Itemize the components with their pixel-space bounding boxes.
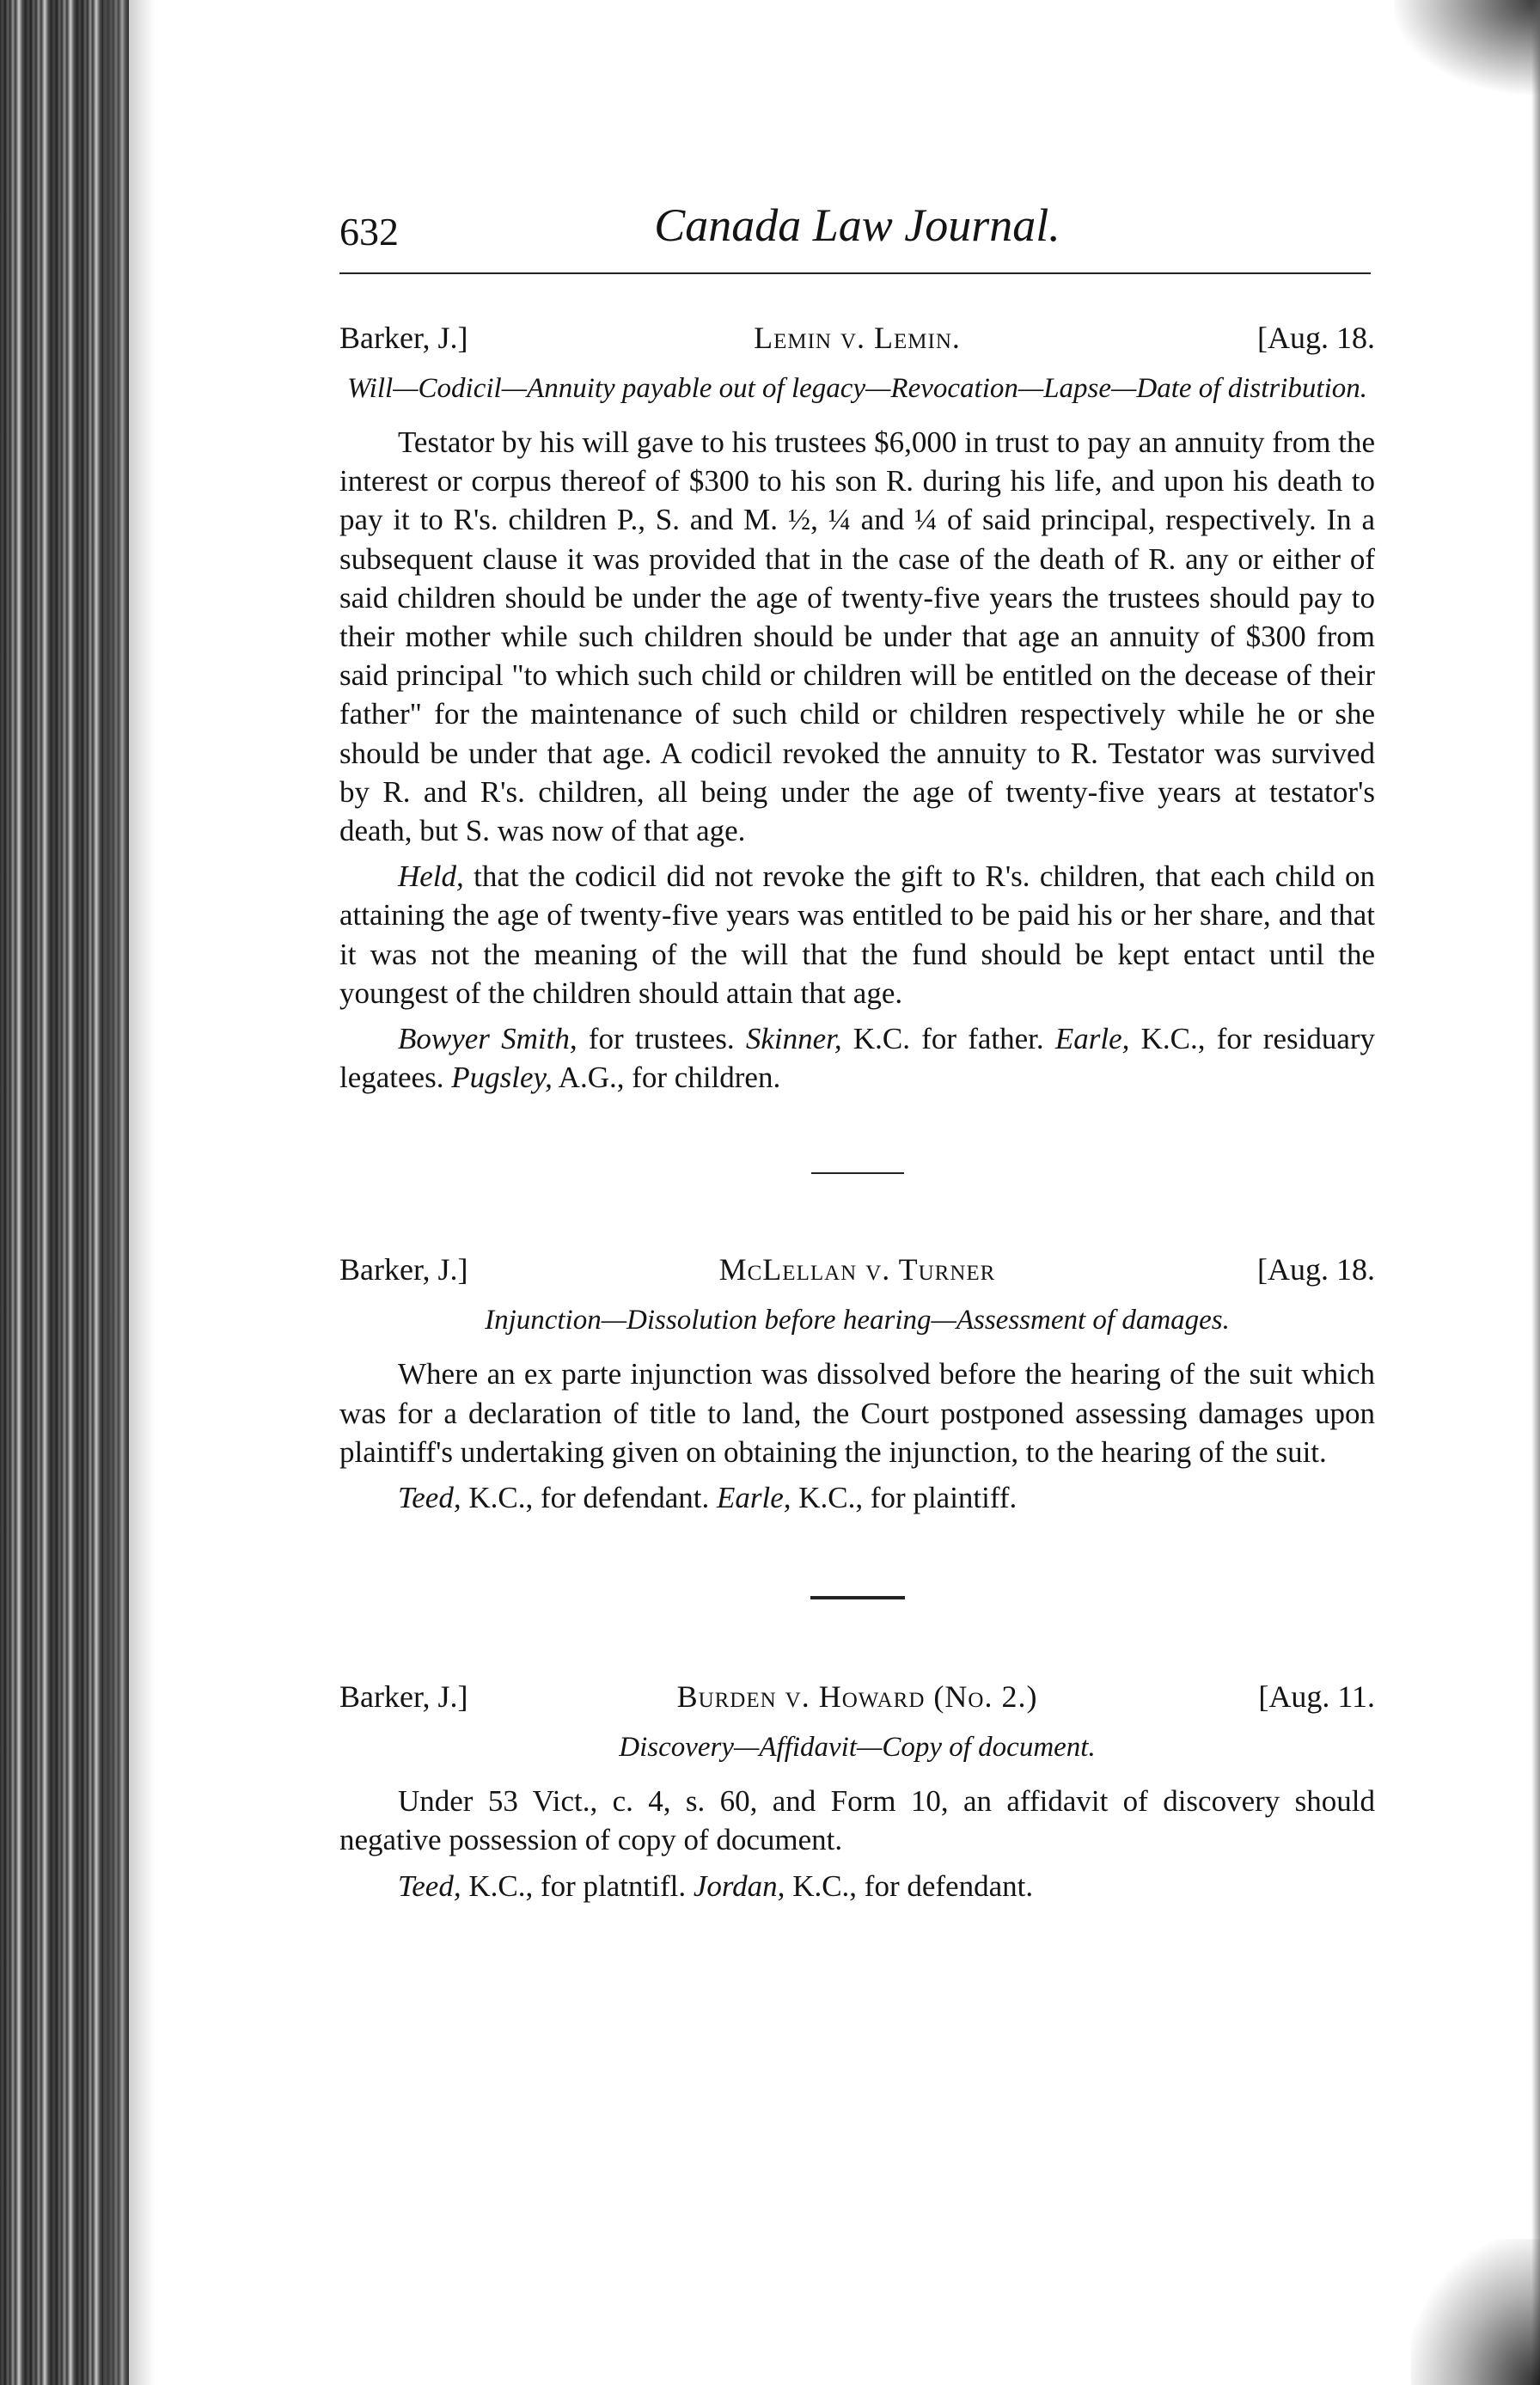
counsel-name: Skinner, <box>745 1022 842 1056</box>
case-mclellan-v-turner <box>339 1251 1375 1517</box>
counsel-role: K.C. for father. <box>852 1022 1044 1056</box>
header-rule <box>339 272 1371 274</box>
case-counsel <box>339 1019 1375 1097</box>
case-catchwords: Discovery—Affidavit—Copy of document. <box>619 1732 1096 1764</box>
journal-page <box>339 193 1375 1912</box>
scan-corner-shadow-top-right <box>1394 0 1540 95</box>
case-judge: Barker, J.] <box>339 1679 468 1715</box>
scan-binding-shadow <box>103 0 155 2385</box>
counsel-name: Pugsley, <box>451 1061 553 1095</box>
counsel-role: K.C., for platntifl. <box>468 1868 687 1903</box>
counsel-role: K.C., for defendant. <box>468 1481 710 1515</box>
case-date: [Aug. 18. <box>1257 321 1375 355</box>
case-title: McLellan v. Turner <box>718 1252 996 1287</box>
case-facts: Where an ex parte injunction was dissolved before the hearing of the suit which was for a declaration of title to land, the Court postponed assessing damages upon plaintiff's undertaking given on obtaining the injunction, to the hearing of the suit. <box>339 1357 1375 1469</box>
case-facts: Testator by his will gave to his trustees $6,000 in trust to pay an annuity from the interest or corpus thereof of $300 to his son R. during his life, and upon his death to pay it to R's. children P., S. and M. ½, ¼ and ¼ of said principal, respectively. In a subsequent clause it was provided that in the case of the death of R. any or either of said children should be under the age of twenty-five years the trustees should pay to their mother while such children should be under that age an annuity of $300 from said principal "to which such child or children will be entitled on the decease of their father" for the maintenance of such child or children respectively while he or she should be under that age. A codicil revoked the annuity to R. Testator was survived by R. and R's. children, all being under the age of twenty-five years at testator's death, but S. was now of that age. <box>339 425 1375 848</box>
case-heading <box>339 1251 1375 1296</box>
journal-title: Canada Law Journal. <box>654 199 1060 251</box>
case-heading <box>339 320 1375 364</box>
case-heading <box>339 1679 1375 1723</box>
case-title: Burden v. Howard (No. 2.) <box>676 1679 1038 1715</box>
counsel-name: Bowyer Smith, <box>398 1022 578 1056</box>
case-burden-v-howard <box>339 1679 1375 1905</box>
case-counsel <box>339 1867 1375 1905</box>
case-lemin-v-lemin <box>339 320 1375 1097</box>
counsel-name: Teed, <box>398 1481 461 1515</box>
counsel-role: for trustees. <box>588 1022 735 1056</box>
page-number: 632 <box>339 210 399 254</box>
scan-right-edge <box>1531 0 1540 2385</box>
held-text: that the codicil did not revoke the gift to R's. children, that each child on attaining the age of twenty-five years was entitled to be paid his or her share, and that it was not the meaning of the will that the fund should be kept entact until the youngest of the children should attain that age. <box>339 859 1375 1010</box>
counsel-name: Earle, <box>717 1481 791 1515</box>
counsel-role: K.C., for residuary legatees. <box>339 1022 1376 1095</box>
case-catchwords: Will—Codicil—Annuity payable out of legacy—Revocation—Lapse—Date of distribution. <box>347 373 1367 404</box>
case-judge: Barker, J.] <box>339 1252 468 1287</box>
case-date: [Aug. 18. <box>1257 1252 1375 1287</box>
counsel-role: A.G., for children. <box>558 1061 781 1095</box>
scan-corner-shadow-bottom-right <box>1411 2239 1540 2385</box>
section-divider <box>810 1596 905 1599</box>
section-divider <box>811 1172 904 1174</box>
counsel-role: K.C., for plaintiff. <box>798 1481 1018 1515</box>
held-label: Held, <box>398 859 464 894</box>
counsel-name: Jordan, <box>693 1868 785 1903</box>
case-facts: Under 53 Vict., c. 4, s. 60, and Form 10, an affidavit of discovery should negative possession of copy of document. <box>339 1784 1375 1857</box>
counsel-name: Teed, <box>398 1868 461 1903</box>
case-date: [Aug. 11. <box>1258 1679 1375 1715</box>
counsel-name: Earle, <box>1054 1022 1130 1056</box>
case-judge: Barker, J.] <box>339 321 468 355</box>
case-holding <box>339 857 1375 1012</box>
case-counsel <box>339 1478 1375 1517</box>
case-title: Lemin v. Lemin. <box>754 321 961 355</box>
running-head <box>339 193 1375 272</box>
counsel-role: K.C., for defendant. <box>792 1868 1034 1903</box>
case-catchwords: Injunction—Dissolution before hearing—Assessment of damages. <box>485 1305 1230 1336</box>
